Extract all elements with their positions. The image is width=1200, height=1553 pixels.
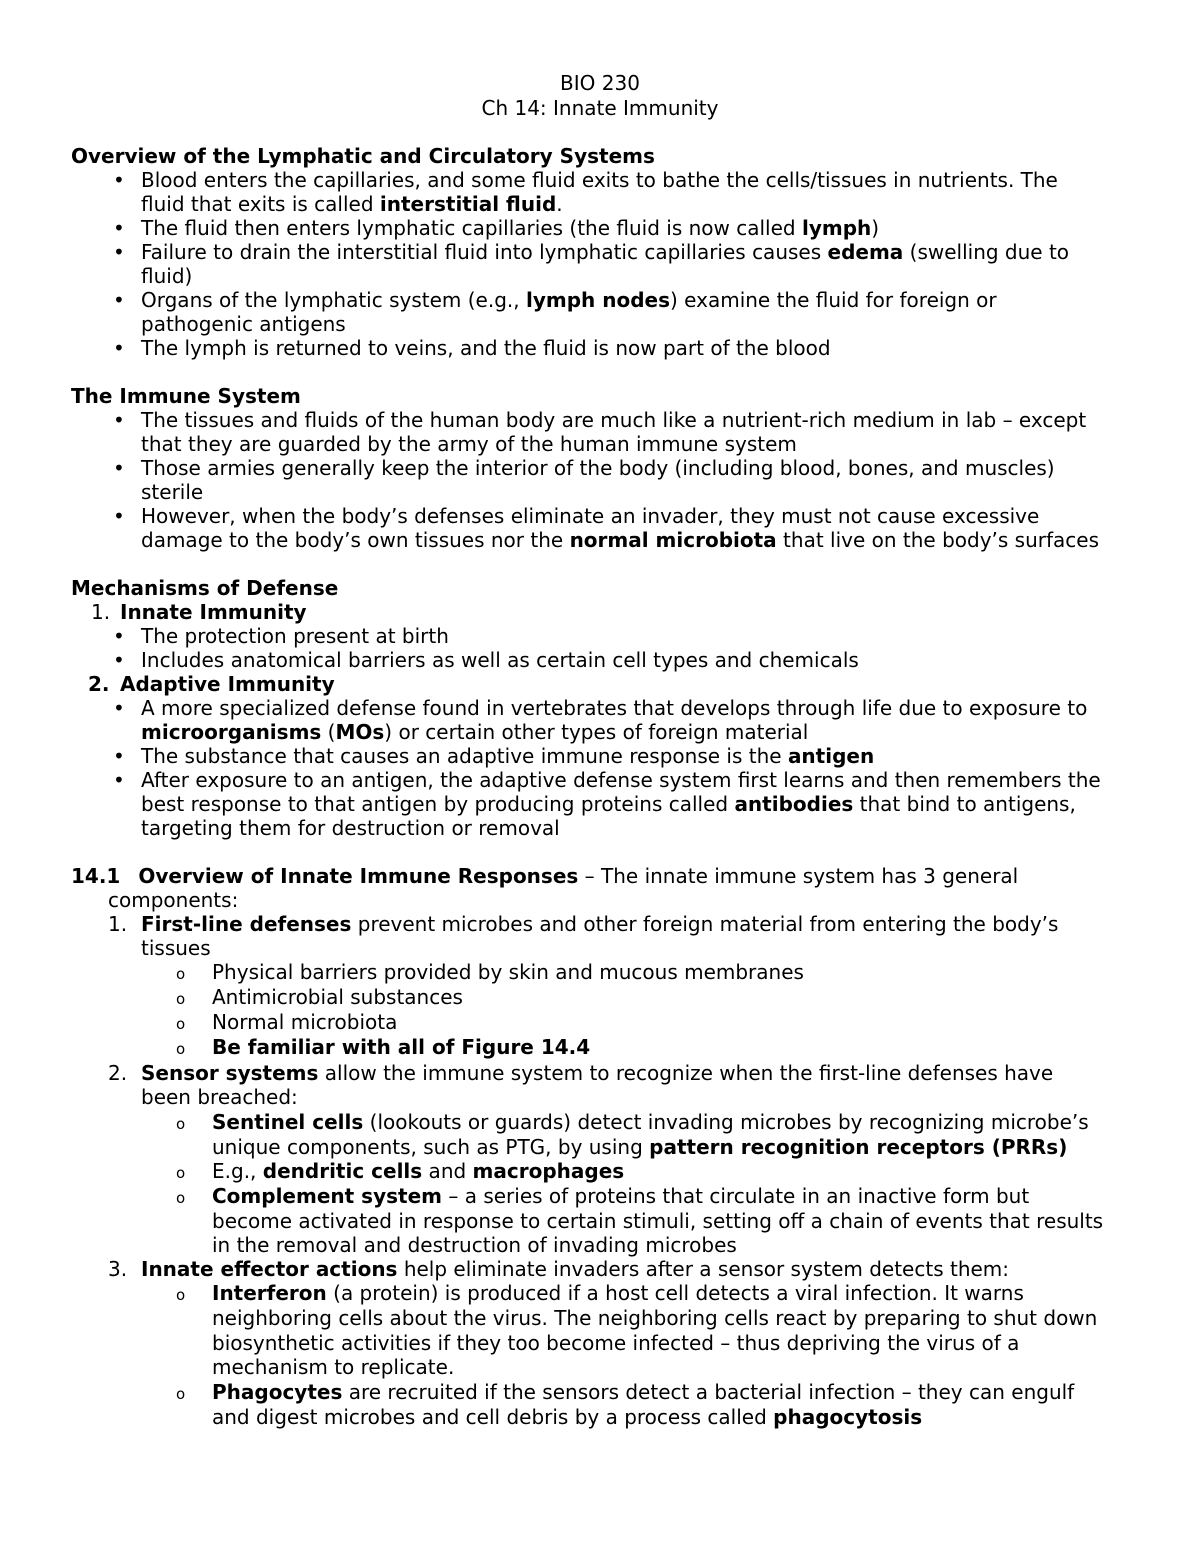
bullet-icon: [113, 504, 133, 528]
list-number: 1.: [91, 600, 111, 624]
list-item: Failure to drain the interstitial fluid into lymphatic capillaries causes edema (swelling due to: [141, 240, 1070, 264]
list-item-continuation: pathogenic antigens: [141, 312, 346, 336]
bullet-icon: [113, 288, 133, 312]
list-item: The lymph is returned to veins, and the fluid is now part of the blood: [141, 336, 831, 360]
sub-list-item: Complement system – a series of proteins that circulate in an inactive form but: [212, 1184, 1030, 1208]
sub-list-item: Normal microbiota: [212, 1010, 398, 1034]
list-item: Innate effector actions help eliminate invaders after a sensor system detects them:: [141, 1257, 1010, 1281]
bullet-icon: [113, 240, 133, 264]
bullet-icon: [113, 216, 133, 240]
circle-bullet-icon: o: [176, 1015, 186, 1033]
bullet-icon: [113, 408, 133, 432]
list-item-continuation: damage to the body’s own tissues nor the normal microbiota that live on the body’s surfaces: [141, 528, 1100, 552]
section-heading-lymphatic: Overview of the Lymphatic and Circulatory Systems: [71, 144, 655, 168]
sub-list-item-continuation: and digest microbes and cell debris by a process called phagocytosis: [212, 1405, 923, 1429]
sub-list-item-continuation: in the removal and destruction of invading microbes: [212, 1233, 737, 1257]
circle-bullet-icon: o: [176, 1385, 186, 1403]
list-item-continuation: fluid that exits is called interstitial fluid.: [141, 192, 563, 216]
sub-list-item-continuation: become activated in response to certain stimuli, setting off a chain of events that results: [212, 1209, 1104, 1233]
list-item: However, when the body’s defenses eliminate an invader, they must not cause excessive: [141, 504, 1040, 528]
list-item: The tissues and fluids of the human body are much like a nutrient-rich medium in lab – except: [141, 408, 1087, 432]
list-item: Sensor systems allow the immune system to recognize when the first-line defenses have: [141, 1061, 1054, 1085]
sub-list-item: Be familiar with all of Figure 14.4: [212, 1035, 591, 1059]
sub-list-item: Interferon (a protein) is produced if a host cell detects a viral infection. It warns: [212, 1281, 1024, 1305]
bullet-icon: [113, 456, 133, 480]
list-item-continuation: targeting them for destruction or removal: [141, 816, 560, 840]
course-title: BIO 230: [560, 71, 640, 95]
bullet-icon: [113, 768, 133, 792]
list-number: 2.: [88, 672, 110, 696]
bullet-icon: [113, 648, 133, 672]
list-item-continuation: been breached:: [141, 1085, 298, 1109]
circle-bullet-icon: o: [176, 1040, 186, 1058]
circle-bullet-icon: o: [176, 965, 186, 983]
list-item-continuation: sterile: [141, 480, 204, 504]
sub-list-item-continuation: neighboring cells about the virus. The neighboring cells react by preparing to shut down: [212, 1306, 1098, 1330]
bullet-icon: [113, 336, 133, 360]
sub-list-item: Antimicrobial substances: [212, 985, 463, 1009]
circle-bullet-icon: o: [176, 1115, 186, 1133]
list-item: After exposure to an antigen, the adaptive defense system first learns and then remembers the: [141, 768, 1101, 792]
list-item-continuation: best response to that antigen by producing proteins called antibodies that bind to antigens,: [141, 792, 1076, 816]
list-item: Blood enters the capillaries, and some fluid exits to bathe the cells/tissues in nutrients. The: [141, 168, 1058, 192]
sub-list-item: Sentinel cells (lookouts or guards) detect invading microbes by recognizing microbe’s: [212, 1110, 1089, 1134]
bullet-icon: [113, 624, 133, 648]
bullet-icon: [113, 744, 133, 768]
list-item: Includes anatomical barriers as well as certain cell types and chemicals: [141, 648, 859, 672]
list-item: Those armies generally keep the interior of the body (including blood, bones, and muscles): [141, 456, 1055, 480]
section-heading-14-1: 14.1 Overview of Innate Immune Responses – The innate immune system has 3 general: [71, 864, 1019, 888]
subheading-innate-immunity: Innate Immunity: [120, 600, 307, 624]
list-item: Organs of the lymphatic system (e.g., lymph nodes) examine the fluid for foreign or: [141, 288, 997, 312]
subheading-adaptive-immunity: Adaptive Immunity: [120, 672, 335, 696]
list-item: The substance that causes an adaptive immune response is the antigen: [141, 744, 875, 768]
sub-list-item-continuation: mechanism to replicate.: [212, 1355, 455, 1379]
bullet-icon: [113, 168, 133, 192]
section-intro-continuation: components:: [108, 888, 239, 912]
list-item-continuation: microorganisms (MOs) or certain other types of foreign material: [141, 720, 809, 744]
circle-bullet-icon: o: [176, 1286, 186, 1304]
sub-list-item: Physical barriers provided by skin and mucous membranes: [212, 960, 804, 984]
list-item: First-line defenses prevent microbes and other foreign material from entering the body’s: [141, 912, 1059, 936]
sub-list-item: Phagocytes are recruited if the sensors detect a bacterial infection – they can engulf: [212, 1380, 1075, 1404]
list-item: The fluid then enters lymphatic capillaries (the fluid is now called lymph): [141, 216, 880, 240]
circle-bullet-icon: o: [176, 990, 186, 1008]
chapter-title: Ch 14: Innate Immunity: [481, 96, 719, 120]
section-heading-immune-system: The Immune System: [71, 384, 301, 408]
sub-list-item: E.g., dendritic cells and macrophages: [212, 1159, 625, 1183]
list-item: The protection present at birth: [141, 624, 449, 648]
circle-bullet-icon: o: [176, 1164, 186, 1182]
bullet-icon: [113, 696, 133, 720]
circle-bullet-icon: o: [176, 1189, 186, 1207]
sub-list-item-continuation: biosynthetic activities if they too become infected – thus depriving the virus of a: [212, 1331, 1020, 1355]
list-item-continuation: tissues: [141, 936, 211, 960]
list-number: 1.: [108, 912, 128, 936]
sub-list-item-continuation: unique components, such as PTG, by using pattern recognition receptors (PRRs): [212, 1135, 1068, 1159]
list-number: 2.: [108, 1061, 128, 1085]
list-number: 3.: [108, 1257, 128, 1281]
list-item-continuation: that they are guarded by the army of the human immune system: [141, 432, 797, 456]
section-heading-mechanisms: Mechanisms of Defense: [71, 576, 339, 600]
list-item: A more specialized defense found in vertebrates that develops through life due to exposure to: [141, 696, 1088, 720]
list-item-continuation: fluid): [141, 264, 193, 288]
